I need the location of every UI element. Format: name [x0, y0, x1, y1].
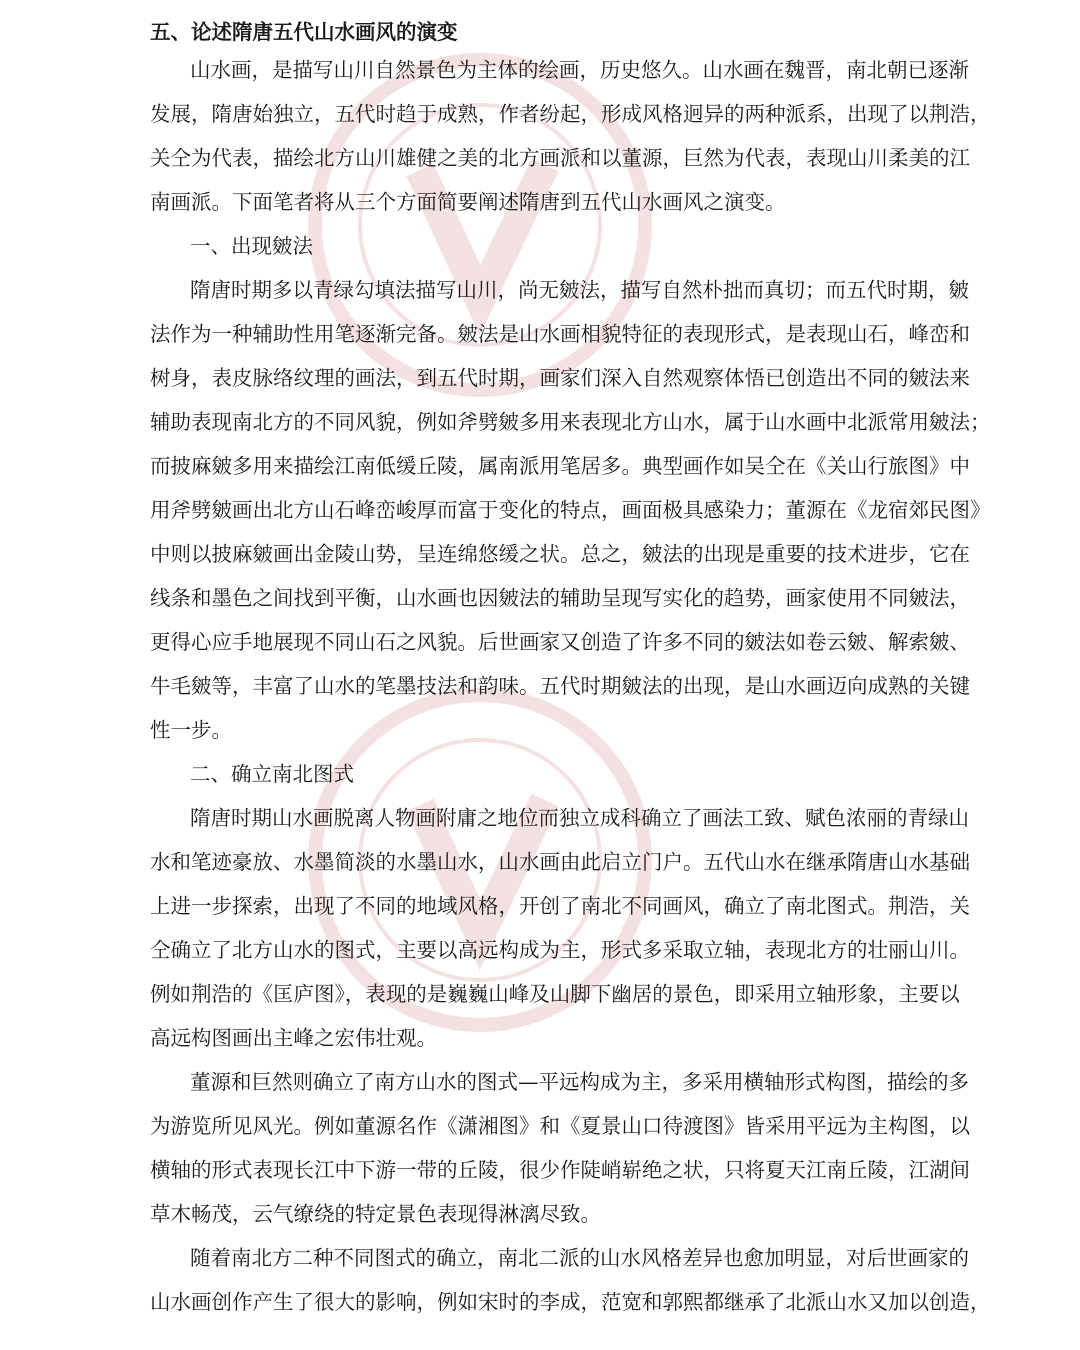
paragraph [150, 57, 991, 233]
text-line: 董源和巨然则确立了南方山水的图式—平远构成为主，多采用横轴形式构图，描绘的多 [190, 1070, 969, 1094]
text-line: 中则以披麻皴画出金陵山势，呈连绵悠缓之状。总之，皴法的出现是重要的技术进步，它在 [150, 542, 970, 566]
text-line: 牛毛皴等，丰富了山水的笔墨技法和韵味。五代时期皴法的出现，是山水画迈向成熟的关键 [150, 674, 970, 698]
paragraph [150, 1245, 991, 1333]
paragraph [150, 277, 991, 761]
text-line: 性一步。 [150, 718, 232, 742]
text-line: 法作为一种辅助性用笔逐渐完备。皴法是山水画相貌特征的表现形式，是表现山石，峰峦和 [150, 322, 970, 346]
text-line: 仝确立了北方山水的图式，主要以高远构成为主，形式多采取立轴，表现北方的壮丽山川。 [150, 938, 970, 962]
text-line: 用斧劈皴画出北方山石峰峦峻厚而富于变化的特点，画面极具感染力；董源在《龙宿郊民图》 [150, 498, 991, 522]
subheading [150, 233, 933, 277]
text-line: 发展，隋唐始独立，五代时趋于成熟，作者纷起，形成风格迥异的两种派系，出现了以荆浩， [150, 102, 991, 126]
text-line: 二、确立南北图式 [190, 762, 354, 786]
text-line: 上进一步探索，出现了不同的地域风格，开创了南北不同画风，确立了南北图式。荆浩，关 [150, 894, 970, 918]
text-line: 更得心应手地展现不同山石之风貌。后世画家又创造了许多不同的皴法如卷云皴、解索皴、 [150, 630, 970, 654]
text-line: 隋唐时期多以青绿勾填法描写山川，尚无皴法，描写自然朴拙而真切；而五代时期，皴 [190, 278, 969, 302]
paragraph [150, 1069, 970, 1245]
text-line: 高远构图画出主峰之宏伟壮观。 [150, 1026, 437, 1050]
paragraph [150, 805, 970, 1069]
text-line: 隋唐时期山水画脱离人物画附庸之地位而独立成科确立了画法工致、赋色浓丽的青绿山 [190, 806, 969, 830]
text-line: 一、出现皴法 [190, 234, 313, 258]
text-line: 辅助表现南北方的不同风貌，例如斧劈皴多用来表现北方山水，属于山水画中北派常用皴法； [150, 410, 991, 434]
text-line: 例如荆浩的《匡庐图》，表现的是巍巍山峰及山脚下幽居的景色，即采用立轴形象，主要以 [150, 982, 960, 1006]
text-line: 随着南北方二种不同图式的确立，南北二派的山水风格差异也愈加明显，对后世画家的 [190, 1246, 969, 1270]
document-body [150, 19, 991, 1333]
text-line: 横轴的形式表现长江中下游一带的丘陵，很少作陡峭崭绝之状，只将夏天江南丘陵，江湖间 [150, 1158, 970, 1182]
text-line: 而披麻皴多用来描绘江南低缓丘陵，属南派用笔居多。典型画作如吴仝在《关山行旅图》中 [150, 454, 970, 478]
text-line: 山水画创作产生了很大的影响，例如宋时的李成，范宽和郭熙都继承了北派山水又加以创造， [150, 1290, 991, 1314]
subheading [150, 761, 933, 805]
text-line: 草木畅茂，云气缭绕的特定景色表现得淋漓尽致。 [150, 1202, 601, 1226]
text-line: 南画派。下面笔者将从三个方面简要阐述隋唐到五代山水画风之演变。 [150, 190, 786, 214]
text-line: 为游览所见风光。例如董源名作《潇湘图》和《夏景山口待渡图》皆采用平远为主构图，以 [150, 1114, 970, 1138]
text-line: 树身，表皮脉络纹理的画法，到五代时期，画家们深入自然观察体悟已创造出不同的皴法来 [150, 366, 970, 390]
text-line: 线条和墨色之间找到平衡，山水画也因皴法的辅助呈现写实化的趋势，画家使用不同皴法， [150, 586, 970, 610]
text-line: 水和笔迹豪放、水墨简淡的水墨山水，山水画由此启立门户。五代山水在继承隋唐山水基础 [150, 850, 970, 874]
text-line: 关仝为代表，描绘北方山川雄健之美的北方画派和以董源，巨然为代表，表现山川柔美的江 [150, 146, 970, 170]
section-title: 五、论述隋唐五代山水画风的演变 [150, 20, 458, 44]
text-line: 山水画，是描写山川自然景色为主体的绘画，历史悠久。山水画在魏晋，南北朝已逐渐 [190, 58, 969, 82]
